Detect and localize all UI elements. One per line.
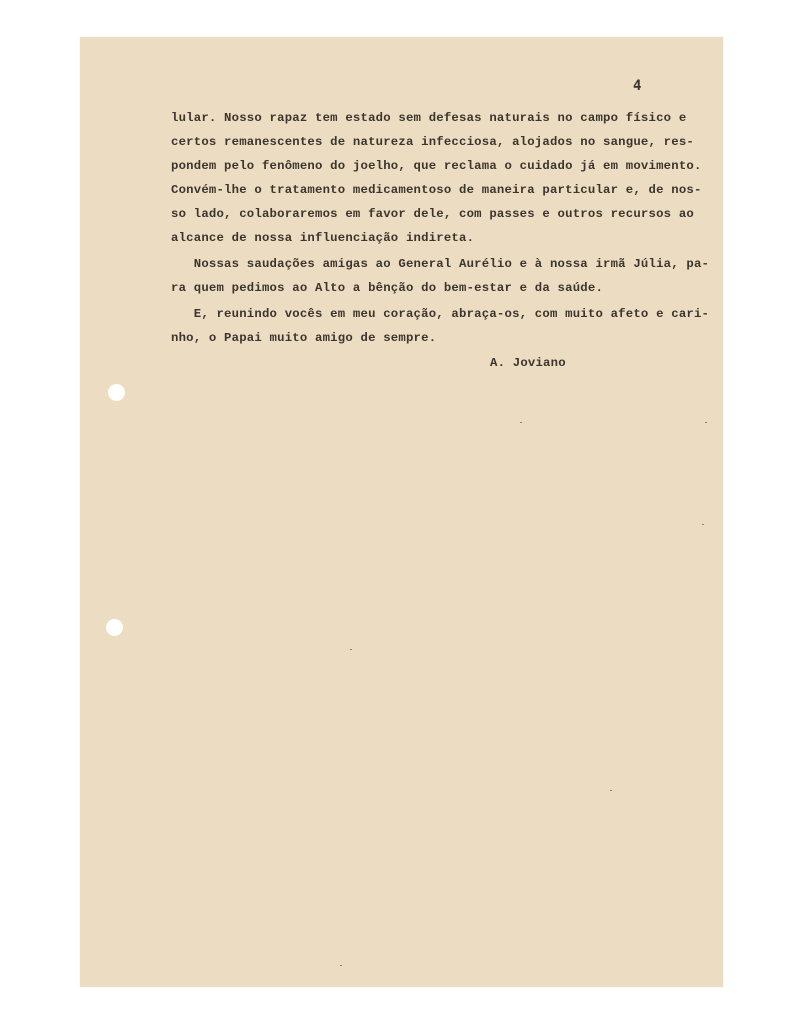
body-line-9: E, reunindo vocês em meu coração, abraça-os, com muito afeto e cari- — [171, 307, 710, 321]
body-line-5: so lado, colaboraremos em favor dele, com passes e outros recursos ao — [171, 207, 694, 221]
body-line-7: Nossas saudações amigas ao General Aurélio e à nossa irmã Júlia, pa- — [171, 257, 710, 271]
body-line-10: nho, o Papai muito amigo de sempre. — [171, 331, 437, 345]
paper-speck — [702, 524, 704, 525]
paper-speck — [610, 790, 612, 791]
body-line-6: alcance de nossa influenciação indireta. — [171, 231, 475, 245]
paper-speck — [520, 422, 522, 423]
paper-speck — [705, 422, 707, 423]
paper-speck — [350, 649, 352, 650]
body-line-8: ra quem pedimos ao Alto a bênção do bem-estar e da saúde. — [171, 281, 604, 295]
paper-speck — [340, 965, 342, 966]
document-page — [80, 37, 723, 987]
signature: A. Joviano — [490, 356, 566, 370]
letter-body — [171, 111, 710, 351]
body-line-2: certos remanescentes de natureza infecciosa, alojados no sangue, res- — [171, 135, 694, 149]
page-number: 4 — [633, 78, 642, 94]
body-line-1: lular. Nosso rapaz tem estado sem defesas naturais no campo físico e — [171, 111, 687, 125]
body-line-3: pondem pelo fenômeno do joelho, que reclama o cuidado já em movimento. — [171, 159, 702, 173]
body-line-4: Convém-lhe o tratamento medicamentoso de maneira particular e, de nos- — [171, 183, 702, 197]
punch-hole-bottom — [106, 619, 123, 636]
punch-hole-top — [108, 384, 125, 401]
